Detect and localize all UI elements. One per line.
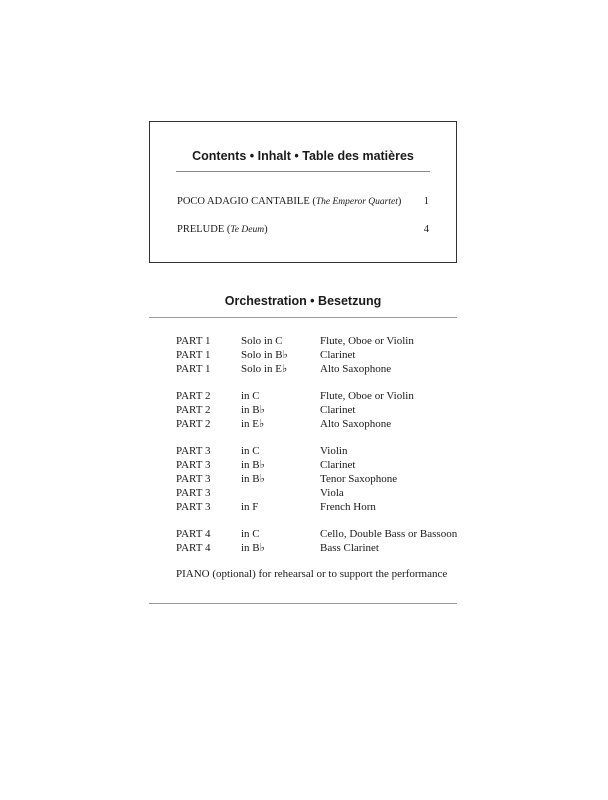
instrument-label: French Horn — [320, 500, 376, 513]
instrument-label: Violin — [320, 445, 348, 458]
part-label: PART 1 — [176, 348, 211, 361]
part-label: PART 3 — [176, 472, 211, 485]
part-label: PART 1 — [176, 335, 211, 347]
part-label: PART 3 — [176, 500, 211, 513]
key-label: Solo in C — [241, 335, 283, 347]
piano-note: PIANO (optional) for rehearsal or to support the performance — [176, 568, 448, 580]
instrument-label: Alto Saxophone — [320, 417, 392, 430]
key-label: in E♭ — [241, 417, 265, 430]
instrument-label: Cello, Double Bass or Bassoon — [320, 528, 458, 541]
orchestration-top-divider — [149, 317, 457, 318]
toc-entry[interactable] — [177, 196, 429, 207]
key-label: in C — [241, 445, 260, 458]
toc-entry-title: POCO ADAGIO CANTABILE ( — [177, 196, 316, 207]
key-label: Solo in B♭ — [241, 348, 288, 361]
key-label: in B♭ — [241, 472, 265, 485]
key-label: in B♭ — [241, 459, 265, 472]
instrument-label: Flute, Oboe or Violin — [320, 335, 414, 347]
orchestration-title: Orchestration • Besetzung — [224, 294, 382, 308]
instrument-label: Bass Clarinet — [320, 541, 379, 554]
key-label: Solo in E♭ — [241, 362, 288, 375]
key-label: in B♭ — [241, 403, 265, 416]
toc-entry-title: PRELUDE ( — [177, 224, 231, 235]
toc-entry-title-close: ) — [397, 196, 402, 207]
part-label: PART 3 — [176, 459, 211, 472]
toc-entry-title-close: ) — [264, 224, 268, 235]
instrument-label: Alto Saxophone — [320, 362, 392, 375]
contents-title: Contents • Inhalt • Table des matières — [192, 149, 414, 163]
toc-entry[interactable] — [177, 224, 429, 235]
part-label: PART 4 — [176, 528, 211, 541]
instrument-label: Clarinet — [320, 459, 356, 472]
instrument-label: Clarinet — [320, 348, 356, 361]
toc-entry-page: 4 — [423, 224, 429, 235]
instrument-label: Viola — [320, 486, 344, 499]
instrument-label: Clarinet — [320, 403, 356, 416]
toc-entry-subtitle: The Emperor Quartet — [315, 197, 398, 207]
part-label: PART 4 — [176, 541, 211, 554]
key-label: in B♭ — [241, 541, 265, 554]
part-label: PART 2 — [176, 390, 211, 403]
instrument-label: Tenor Saxophone — [320, 472, 398, 485]
toc-entry-subtitle: Te Deum — [230, 225, 265, 235]
key-label: in C — [241, 390, 260, 403]
toc-entry-page: 1 — [423, 196, 429, 207]
part-label: PART 3 — [176, 445, 211, 458]
part-label: PART 1 — [176, 362, 211, 375]
contents-divider — [176, 171, 430, 172]
key-label: in C — [241, 528, 260, 541]
orchestration-bottom-divider — [149, 603, 457, 604]
contents-box — [149, 121, 457, 263]
instrument-label: Flute, Oboe or Violin — [320, 390, 414, 403]
part-label: PART 3 — [176, 486, 211, 499]
part-label: PART 2 — [176, 403, 211, 416]
key-label: in F — [241, 500, 259, 513]
part-label: PART 2 — [176, 417, 211, 430]
